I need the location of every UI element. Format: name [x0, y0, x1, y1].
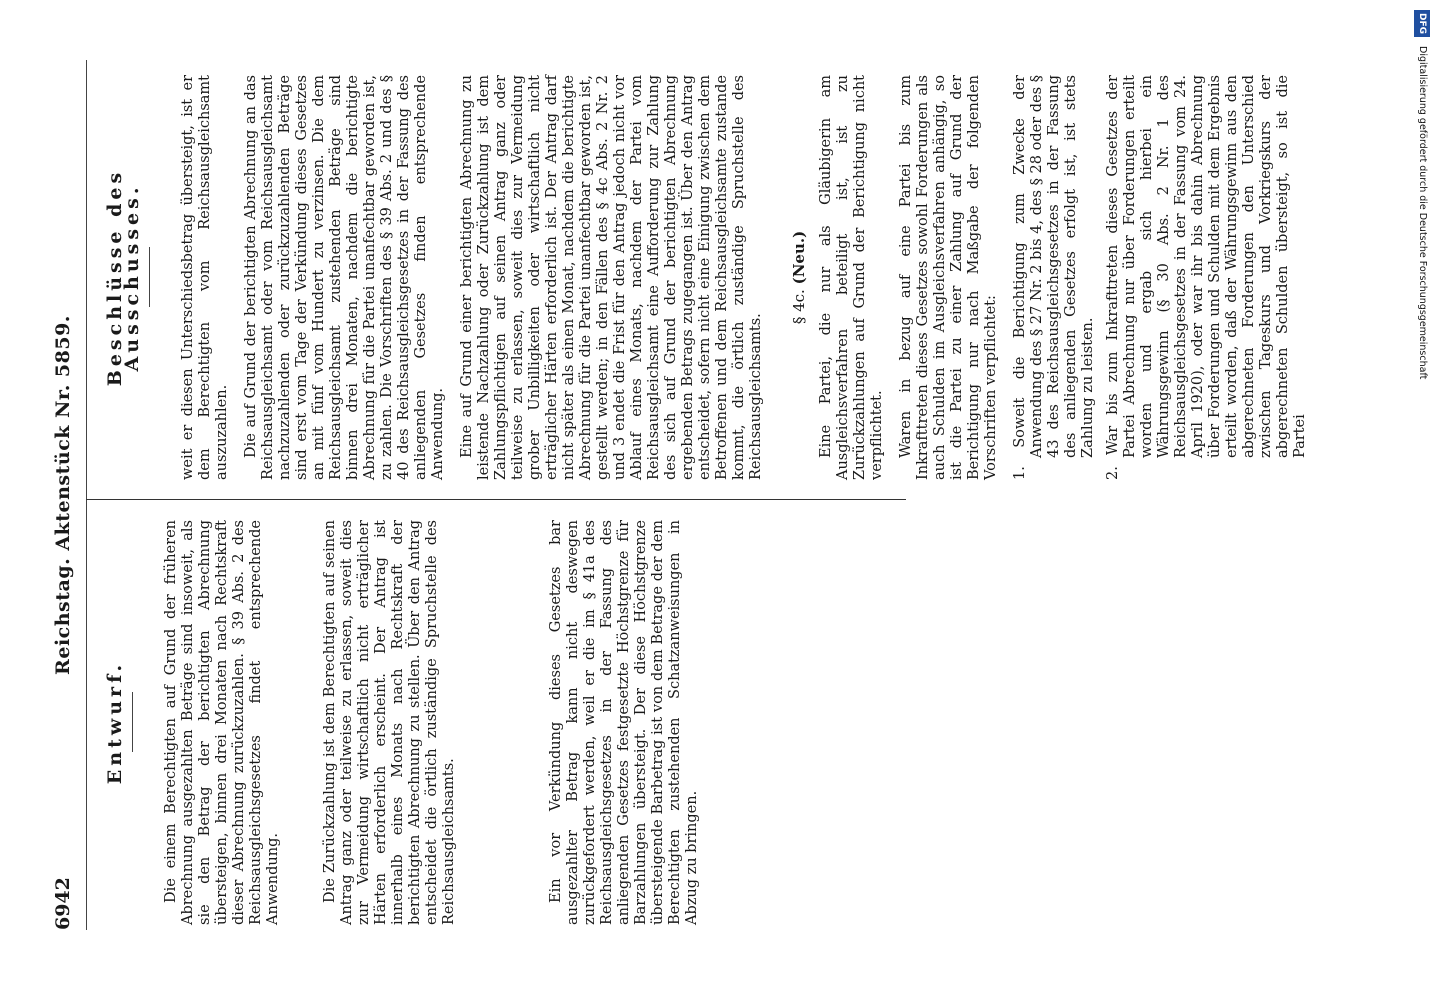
page-header [52, 60, 82, 930]
digitization-credit [1414, 10, 1430, 990]
section-tag: (Neu.) [790, 230, 808, 285]
credit-text: Digitalisierung gefördert durch die Deutsche Forschungsgemeinschaft [1417, 46, 1428, 380]
right-column-beschluesse [95, 75, 1317, 480]
section-paragraph: Eine Partei, die nur als Gläubigerin am Ausgleichsverfahren beteiligt ist, ist zu Zurückzahlungen auf Grund der Berichtigung nicht verpflichtet. [818, 75, 885, 480]
right-column-heading: Beschlüsse des Ausschusses. [104, 168, 143, 387]
list-item: 1. Soweit die Berichtigung zum Zwecke der Anwendung des § 27 Nr. 2 bis 4, des § 28 oder des § 43 des Reichsausgleichsgesetzes in der Fassung des anliegenden Gesetzes erfolgt ist, ist stets Zahlung zu leisten. [1012, 75, 1096, 480]
left-column-entwurf [95, 520, 713, 925]
column-divider [86, 499, 906, 500]
section-number: § 4c. [790, 289, 808, 325]
right-paragraph: Eine auf Grund einer berichtigten Abrechnung zu leistende Nachzahlung oder Zurückzahlung ist dem Zahlungspflichtigen auf seinen Antrag ganz oder teilweise zu erlassen, soweit dies zur Vermeidung grober Unbilligkeiten oder wirtschaftlich nicht erträglicher Härten erforderlich ist. Der Antrag darf nicht später als einen Monat, nachdem die berichtigte Abrechnung für die Partei unanfechtbar geworden ist, gestellt werden; in den Fällen des § 4c Abs. 2 Nr. 2 und 3 endet die Frist für den Antrag jedoch nicht vor Ablauf eines Monats, nachdem der Partei vom Reichsausgleichsamt eine Aufforderung zur Zahlung des sich auf Grund der berichtigten Abrechnung ergebenden Betrags zugegangen ist. Über den Antrag entscheidet, sofern nicht eine Einigung zwischen dem Betroffenen und dem Reichsausgleichsamte zustande kommt, die örtlich zuständige Spruchstelle des Reichsausgleichsamts. [459, 75, 764, 480]
section-heading [791, 75, 808, 480]
left-column-heading: Entwurf. [104, 660, 126, 785]
section-list [1012, 75, 1309, 480]
digitization-credit-bar [1414, 10, 1430, 990]
heading-rule [132, 693, 133, 753]
heading-rule [149, 248, 150, 308]
running-title: Reichstag. Aktenstück Nr. 5859. [52, 315, 74, 675]
list-item: 2. War bis zum Inkrafttreten dieses Gesetzes der Partei Abrechnung nur über Forderungen erteilt worden und ergab sich hierbei ein Währungsgewinn (§ 30 Abs. 2 Nr. 1 des Reichsausgleichsgesetzes in der Fassung vom 24. April 1920), oder war ihr bis dahin Abrechnung über Forderungen und Schulden mit dem Ergebnis erteilt worden, daß der Währungsgewinn aus den abgerechneten Forderungen den Unterschied zwischen Tageskurs und Vorkriegskurs der abgerechneten Schulden übersteigt, so ist die Partei [1105, 75, 1308, 480]
left-paragraph: Ein vor Verkündung dieses Gesetzes bar ausgezahlter Betrag kann nicht deswegen zurückgefordert werden, weil er die im § 41a des Reichsausgleichsgesetzes in der Fassung des anliegenden Gesetzes festgesetzte Höchstgrenze für Barzahlungen übersteigt. Der diese Höchstgrenze übersteigende Barbetrag ist von dem Betrage der dem Berechtigten zustehenden Schatzanweisungen in Abzug zu bringen. [548, 520, 700, 925]
dfg-logo: DFG [1414, 10, 1430, 37]
right-paragraph: weit er diesen Unterschiedsbetrag übersteigt, ist er dem Berechtigten vom Reichsausgleichsamt auszuzahlen. [180, 75, 230, 480]
left-paragraph: Die Zurückzahlung ist dem Berechtigten auf seinen Antrag ganz oder teilweise zu erlassen, soweit dies zur Vermeidung wirtschaftlich nicht erträglicher Härten erforderlich erscheint. Der Antrag ist innerhalb eines Monats nach Rechtskraft der berichtigten Abrechnung zu stellen. Über den Antrag entscheidet die örtlich zuständige Spruchstelle des Reichsausgleichsamts. [322, 520, 457, 925]
section-paragraph: Waren in bezug auf eine Partei bis zum Inkrafttreten dieses Gesetzes sowohl Forderungen als auch Schulden im Ausgleichsverfahren anhängig, so ist die Partei zu einer Zahlung auf Grund der Berichtigung nur nach Maßgabe der folgenden Vorschriften verpflichtet: [898, 75, 999, 480]
page-number: 6942 [52, 877, 74, 930]
left-paragraph: Die einem Berechtigten auf Grund der früheren Abrechnung ausgezahlten Beträge sind insoweit, als sie den Betrag der berichtigten Abrechnung übersteigen, binnen drei Monaten nach Rechtskraft dieser Abrechnung zurückzuzahlen. § 39 Abs. 2 des Reichsausgleichsgesetzes findet entsprechende Anwendung. [163, 520, 281, 925]
right-paragraph: Die auf Grund der berichtigten Abrechnung an das Reichsausgleichsamt oder vom Reichsausgleichsamt nachzuzahlenden oder zurückzuzahlenden Beträge sind erst vom Tage der Verkündung dieses Gesetzes an mit fünf vom Hundert zu verzinsen. Die dem Reichsausgleichsamt zustehenden Beträge sind binnen drei Monaten, nachdem die berichtigte Abrechnung für die Partei unanfechtbar geworden ist, zu zahlen. Die Vorschriften des § 39 Abs. 2 und des § 40 des Reichsausgleichsgesetzes in der Fassung des anliegenden Gesetzes finden entsprechende Anwendung. [243, 75, 446, 480]
header-rule [86, 60, 87, 930]
